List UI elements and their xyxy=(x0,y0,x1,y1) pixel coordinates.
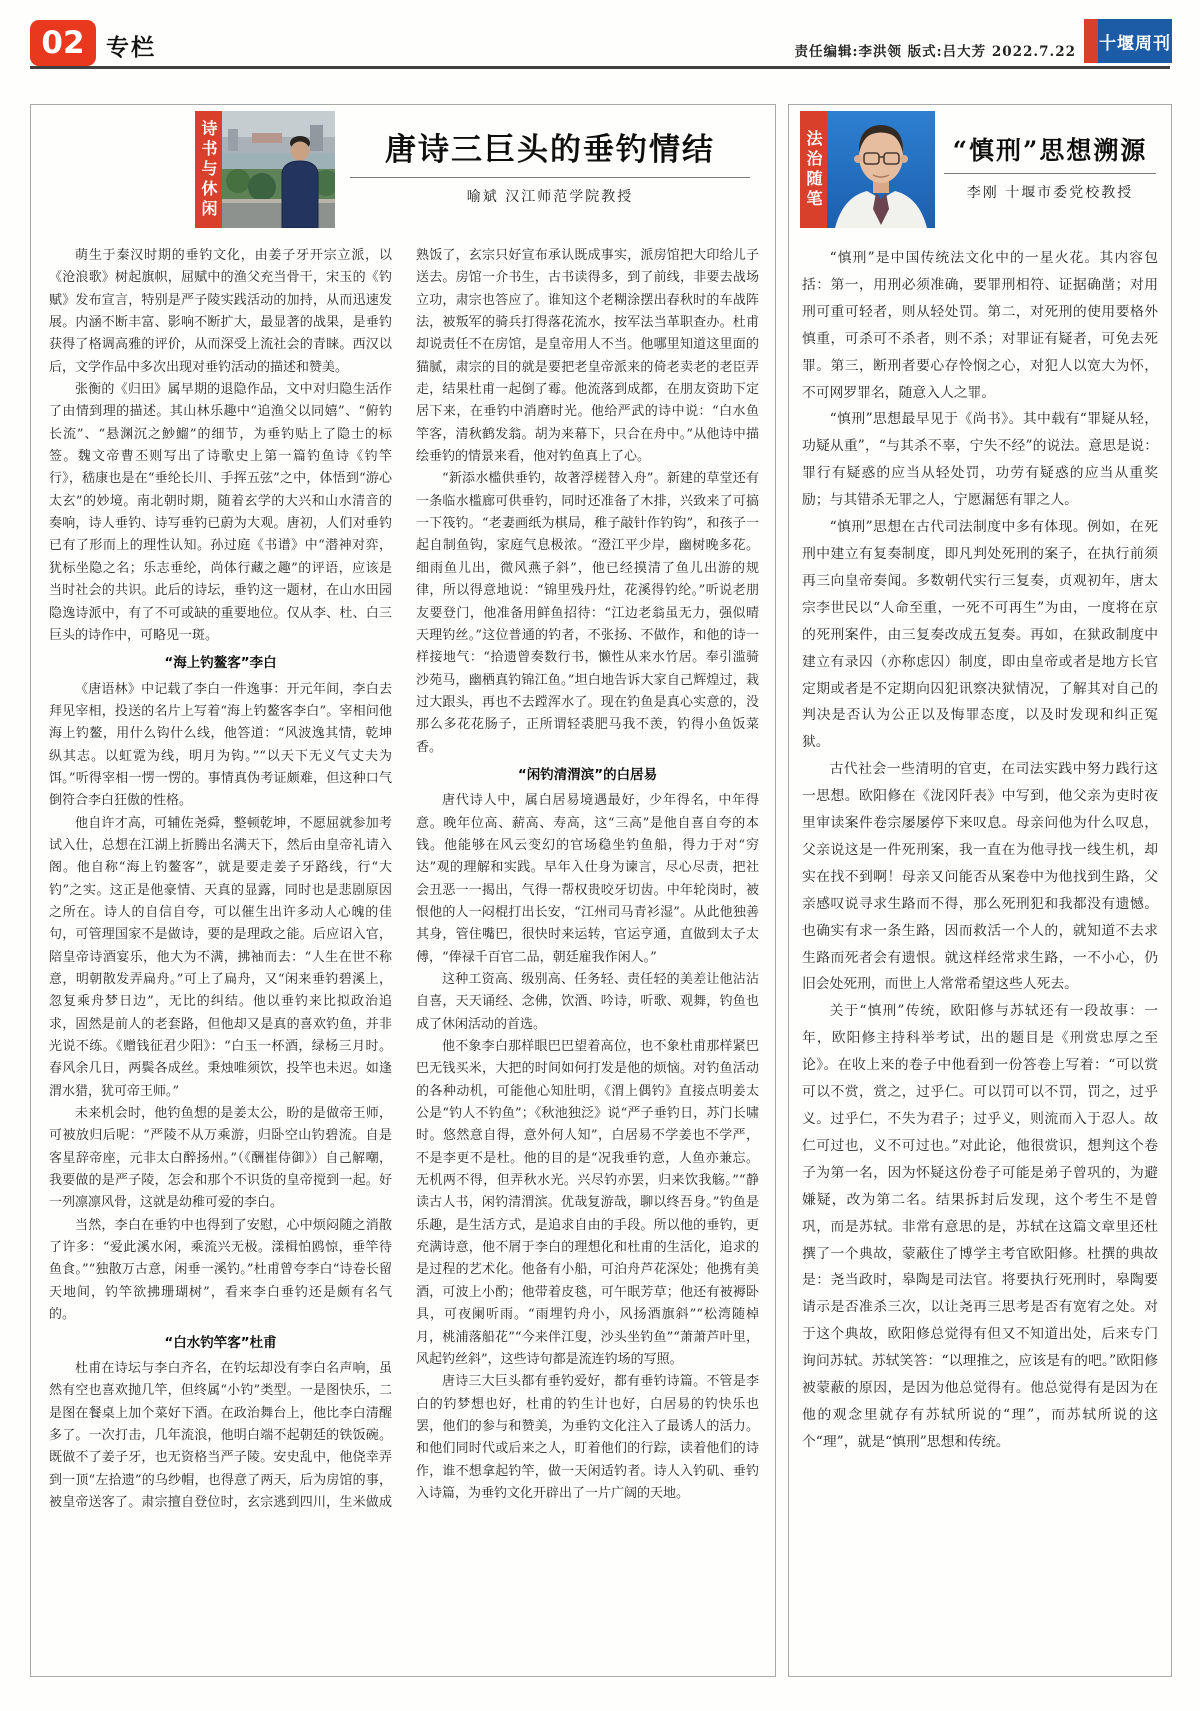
body-subhead: “海上钓鳌客”李白 xyxy=(164,655,277,672)
article2-title-block xyxy=(940,111,1160,228)
article1-column-label: 诗书与休闲 xyxy=(195,111,222,228)
body-paragraph: “慎刑”思想最早见于《尚书》。其中载有“罪疑从轻，功疑从重”，“与其杀不辜，宁失不经”的说法。意思是说：罪行有疑惑的应当从轻处罚，功劳有疑惑的应当从重奖励；与其错杀无罪之人，宁愿漏惩有罪之人。 xyxy=(802,411,1158,509)
body-paragraph: 古代社会一些清明的官吏，在司法实践中努力践行这一思想。欧阳修在《泷冈阡表》中写到，他父亲为吏时夜里审读案件卷宗屡屡停下来叹息。母亲问他为什么叹息，父亲说这是一件死刑案，我一直在为他寻找一线生机，却实在找不到啊！母亲又问能否从案卷中为他找到生路，父亲感叹说寻求生路而不得，那么死刑犯和我都没有遗憾。也确实有求一条生路，因而救活一个人的，就知道不去求生路而死者会有遗恨。就这样经常求生路，一不小心，仍旧会处死刑，而世上人常常希望这些人死去。 xyxy=(802,761,1158,993)
masthead-title: 十堰周刊 xyxy=(1098,19,1172,63)
body-paragraph: “新添水槛供垂钓，故著浮槎替入舟”。新建的草堂还有一条临水槛廊可供垂钓，同时还准备了木排，兴致来了可搞一下筏钓。“老妻画纸为棋局，稚子敲针作钓钩”，和孩子一起自制鱼钩，家庭气息极浓。“澄江平少岸，幽树晚多花。细雨鱼儿出，微风燕子斜”，他已经摸清了鱼儿出游的规律，所以得意地说：“锦里残丹灶，花溪得钓纶。”听说老朋友要登门，他准备用鲜鱼招待：“江边老翁虽无力，强似晴天理钓丝。”这位普通的钓者，不张扬、不做作，和他的诗一样接地气：“拾遗曾奏数行书，懒性从来水竹居。奉引滥骑沙苑马，幽栖真钓锦江鱼。”坦白地告诉大家自己辉煌过，栽过大跟头，再也不去蹚浑水了。现在钓鱼是真心实意的，没那么多花花肠子，正所谓轻裘肥马我不羡，钓得小鱼饭菜香。 xyxy=(416,471,759,755)
article2-title-rule xyxy=(944,173,1156,174)
article2-author-photo xyxy=(827,111,935,228)
body-paragraph: 关于“慎刑”传统，欧阳修与苏轼还有一段故事：一年，欧阳修主持科举考试，出的题目是《刑赏忠厚之至论》。在收上来的卷子中他看到一份答卷上写着：“可以赏可以不赏，赏之，过乎仁。可以罚可以不罚，罚之，过乎义。过乎仁，不失为君子；过乎义，则流而入于忍人。故仁可过也，义不可过也。”对此论，他很赏识，想判这个卷子为第一名，因为怀疑这份卷子可能是弟子曾巩的，为避嫌疑，改为第二名。结果拆封后发现，这个考生不是曾巩，而是苏轼。非常有意思的是，苏轼在这篇文章里还杜撰了一个典故，蒙蔽住了博学主考官欧阳修。杜撰的典故是：尧当政时，皋陶是司法官。将要执行死刑时，皋陶要请示是否准杀三次，以让尧再三思考是否有宽宥之处。对于这个典故，欧阳修总觉得有但又不知道出处，后来专门询问苏轼。苏轼笑答：“以理推之，应该是有的吧。”欧阳修被蒙蔽的原因，是因为他总觉得有。他总觉得有是因为在他的观念里就存有苏轼所说的“理”，而苏轼所说的这个“理”，就是“慎刑”思想和传统。 xyxy=(802,1003,1158,1450)
body-paragraph: 唐代诗人中，属白居易境遇最好，少年得名，中年得意。晚年位高、薪高、寿高，这“三高”是他自喜自夸的本钱。他能够在风云变幻的官场稳坐钓鱼船，得力于对“穷达”观的理解和实践。早年入仕身为谏言，尽心尽责，把社会丑恶一一揭出，气得一帮权贵咬牙切齿。中年轮岗时，被恨他的人一闷棍打出长安，“江州司马青衫湿”。从此他独善其身，管住嘴巴，很快时来运转，官运亨通，直做到太子太傅，“俸禄千百官二品，朝廷雇我作闲人。” xyxy=(416,793,759,965)
article2-title: “慎刑”思想溯源 xyxy=(952,135,1148,165)
body-paragraph: “慎刑”思想在古代司法制度中多有体现。例如，在死刑中建立有复奏制度，即凡判处死刑的案子，在执行前须再三向皇帝奏闻。多数朝代实行三复奏，贞观初年，唐太宗李世民以“人命至重，一死不可再生”为由，一度将在京的死刑案件，由三复奏改成五复奏。再如，在狱政制度中建立有录囚（亦称虑囚）制度，即由皇帝或者是地方长官定期或者是不定期向囚犯讯察决狱情况，了解其对自己的判决是否认为公正以及悔罪态度，以及时发现和纠正冤狱。 xyxy=(802,519,1158,751)
body-paragraph: 张衡的《归田》属早期的退隐作品，文中对归隐生活作了由情到理的描述。其山林乐趣中“追渔父以同嬉”、“俯钓长流”、“悬渊沉之魦鰡”的细节，为垂钓贴上了隐士的标签。魏文帝曹丕则写出了诗歌史上第一篇钓鱼诗《钓竿行》，嵇康也是在“垂纶长川、手挥五弦”之中，体悟到“游心太玄”的妙境。南北朝时期，随着玄学的大兴和山水清音的奏响，诗人垂钓、诗写垂钓已蔚为大观。唐初，人们对垂钓已有了形而上的理性认知。孙过庭《书谱》中“潜神对弈，犹标坐隐之名；乐志垂纶，尚体行藏之趣”的评语，应该是当时社会的共识。此后的诗坛，垂钓这一题材，在山水田园隐逸诗派中，有了不可或缺的重要地位。仅从李、杜、白三巨头的诗作中，可略见一斑。 xyxy=(49,382,392,643)
article1-author-photo xyxy=(222,111,335,228)
body-paragraph: “慎刑”是中国传统法文化中的一星火花。其内容包括：第一，用刑必须准确，要罪刑相符、证据确凿；对用刑可重可轻者，则从轻处罚。第二，对死刑的使用要格外慎重，可杀可不杀者，则不杀；对罪证有疑者，可免去死罪。第三，断刑者要心存怜悯之心，对犯人以宽大为怀，不可网罗罪名，随意入人之罪。 xyxy=(802,250,1158,401)
article1-body xyxy=(49,245,759,1663)
body-paragraph: 这种工资高、级别高、任务轻、责任轻的美差让他沾沾自喜，天天诵经、念佛，饮酒、吟诗，听歌、观舞，钓鱼也成了休闲活动的首选。 xyxy=(416,972,759,1032)
body-paragraph: 《唐语林》中记载了李白一件逸事：开元年间，李白去拜见宰相，投送的名片上写着“海上钓鳌客李白”。宰相问他海上钓鳌，用什么钩什么线，他答道：“风波逸其情，乾坤纵其志。以虹霓为线，明月为钩。”“以天下无义气丈夫为饵。”听得宰相一愣一愣的。事情真伪考证颇难，但这种口气倒符合李白狂傲的性格。 xyxy=(49,681,392,809)
page-number-badge: 02 xyxy=(30,20,96,66)
article-box-law xyxy=(788,104,1172,1677)
portrait-photo xyxy=(827,111,935,228)
article1-header xyxy=(195,111,755,228)
article2-byline: 李刚 十堰市委党校教授 xyxy=(966,185,1134,202)
editor-info: 责任编辑:李洪领 版式:吕大芳 2022.7.22 xyxy=(794,44,1076,60)
article1-byline: 喻斌 汉江师范学院教授 xyxy=(466,188,634,205)
lake-scenery-photo xyxy=(222,111,335,228)
article2-header xyxy=(800,111,1160,228)
body-subhead: “白水钓竿客”杜甫 xyxy=(164,1334,277,1351)
article2-body xyxy=(802,245,1158,1661)
article-box-fishing xyxy=(30,104,776,1677)
article1-title: 唐诗三巨头的垂钓情结 xyxy=(385,132,715,169)
body-paragraph: 他不象李白那样眼巴巴望着高位，也不象杜甫那样紧巴巴无钱买米，大把的时间如何打发是他的烦恼。对钓鱼活动的各种动机，可能他心知肚明，《渭上偶钓》直接点明姜太公是“钓人不钓鱼”；《秋池独泛》说“严子垂钓日，苏门长啸时。悠然意自得，意外何人知”，白居易不学姜也不学严，不是李更不是杜。他的目的是“况我垂钓意，人鱼亦兼忘。无机两不得，但弄秋水光。兴尽钓亦罢，归来饮我觞。”“静读古人书，闲钓清渭滨。优哉复游哉，聊以终吾身。”钓鱼是乐趣，是生活方式，是追求自由的手段。所以他的垂钓，更充满诗意，他不屑于李白的理想化和杜甫的生活化，追求的是过程的艺术化。他备有小船，可泊舟芦花深处；他携有美酒，可波上小酌；他带着皮毯，可午眠芳草；他还有被褥卧具，可夜阑听雨。“雨埋钓舟小，风扬酒旗斜”“松湾随棹月，桃浦落船花”“今来伴江叟，沙头坐钓鱼”“萧萧芦叶里，风起钓丝斜”，这些诗句都是流连钓场的写照。 xyxy=(416,1039,759,1367)
header-divider xyxy=(30,66,1170,69)
masthead-red-strip xyxy=(1084,19,1098,63)
body-paragraph: 未来机会时，他钓鱼想的是姜太公，盼的是做帝王师，可被放归后呢：“严陵不从万乘游，归卧空山钓碧流。自是客星辞帝座，元非太白醉扬州。”（《酬崔侍御》）自己解嘲，我要做的是严子陵，怎会和那个不识货的皇帝搅到一起。好一列凛凛风骨，这就是幼稚可爱的李白。 xyxy=(49,1106,392,1211)
body-paragraph: 他自许才高，可辅佐尧舜，整顿乾坤，不愿屈就参加考试入仕，总想在江湖上折腾出名满天下，然后由皇帝礼请入阁。他自称“海上钓鳌客”，就是要走姜子牙路线，行“大钓”之实。这正是他豪情、天真的显露，同时也是悲剧原因之所在。诗人的自信自夸，可以催生出许多动人心魄的佳句，可管理国家不是做诗，要的是理政之能。后应诏入官，陪皇帝诗酒宴乐，他大为不满，拂袖而去：“人生在世不称意，明朝散发弄扁舟。”可上了扁舟，又“闲来垂钓碧溪上，忽复乘舟梦日边”，无比的纠结。他以垂钓来比拟政治追求，固然是前人的老套路，但他却又是真的喜欢钓鱼，并非光说不练。《赠钱征君少阳》：“白玉一杯酒，绿杨三月时。春风余几日，两鬓各成丝。秉烛唯须饮，投竿也未迟。如逢渭水猎，犹可帝王师。” xyxy=(49,815,392,1099)
article1-title-block xyxy=(345,111,755,228)
body-paragraph: 唐诗三大巨头都有垂钓爱好，都有垂钓诗篇。不管是李白的钓梦想也好，杜甫的钓生计也好，白居易的钓快乐也罢，他们的参与和赞美，为垂钓文化注入了最诱人的活力。和他们同时代或后来之人，盯着他们的行踪，读着他们的诗作，谁不想拿起钓竿，做一天闲适钓者。诗人入钓矶、垂钓入诗篇，为垂钓文化开辟出了一片广阔的天地。 xyxy=(416,1374,759,1501)
masthead xyxy=(1084,19,1172,63)
section-title: 专栏 xyxy=(106,35,156,61)
body-paragraph: 当然，李白在垂钓中也得到了安慰，心中烦闷随之消散了许多：“爱此溪水闲，乘流兴无极。漾楫怕鸥惊，垂竿待鱼食。”“独散万古意，闲垂一溪钓。”杜甫曾夸李白“诗卷长留天地间，钓竿欲拂珊瑚树”，看来李白垂钓还是颇有名气的。 xyxy=(49,1217,392,1323)
body-paragraph: 杜甫在诗坛与李白齐名，在钓坛却没有李白名声响，虽然有空也喜欢抛几竿，但终属“小钓”类型。一是图快乐，二是图在餐桌上加个菜好下酒。在政治舞台上，他比李白清醒多了。一次打击，几年流浪，他明白端不起朝廷的铁饭碗。既做不了姜子牙，也无资格当严子陵。安史乱中，他侥幸弄到一顶“左拾遗”的乌纱帽，也得意了两天，后为房馆的事，被皇帝送客了。肃宗擅自登位时，玄宗逃到四川，生米做成熟饭了，玄宗只好宣布承认既成事实，派房馆把大印给儿子送去。房馆一介书生，古书读得多，到了前线，非要去战场立功，肃宗也答应了。谁知这个老糊涂摆出春秋时的车战阵法，被叛军的骑兵打得落花流水，按军法当革职查办。杜甫却说责任不在房馆，是皇帝用人不当。他哪里知道这里面的猫腻，肃宗的目的就是要把老皇帝派来的倚老卖老的老臣弄走，结果杜甫一起倒了霉。他流落到成都，在朋友资助下定居下来，在垂钓中消磨时光。他给严武的诗中说：“白水鱼竿客，清秋鹤发翁。胡为来幕下，只合在舟中。”从他诗中描绘垂钓的情景来看，他对钓鱼真上了心。 xyxy=(49,248,759,1510)
body-subhead: “闲钓清渭滨”的白居易 xyxy=(517,766,658,783)
article2-column-label: 法治随笔 xyxy=(800,111,827,228)
body-paragraph: 萌生于秦汉时期的垂钓文化，由姜子牙开宗立派，以《沧浪歌》树起旗帜，屈赋中的渔父充当骨干，宋玉的《钓赋》发布宣言，特别是严子陵实践活动的加持，从而迅速发展。内涵不断丰富、影响不断扩大，最显著的战果，是垂钓获得了格调高雅的评价，从而深受上流社会的青睐。西汉以后，文学作品中多次出现对垂钓活动的描述和赞美。 xyxy=(49,248,392,375)
article1-title-rule xyxy=(350,177,750,178)
